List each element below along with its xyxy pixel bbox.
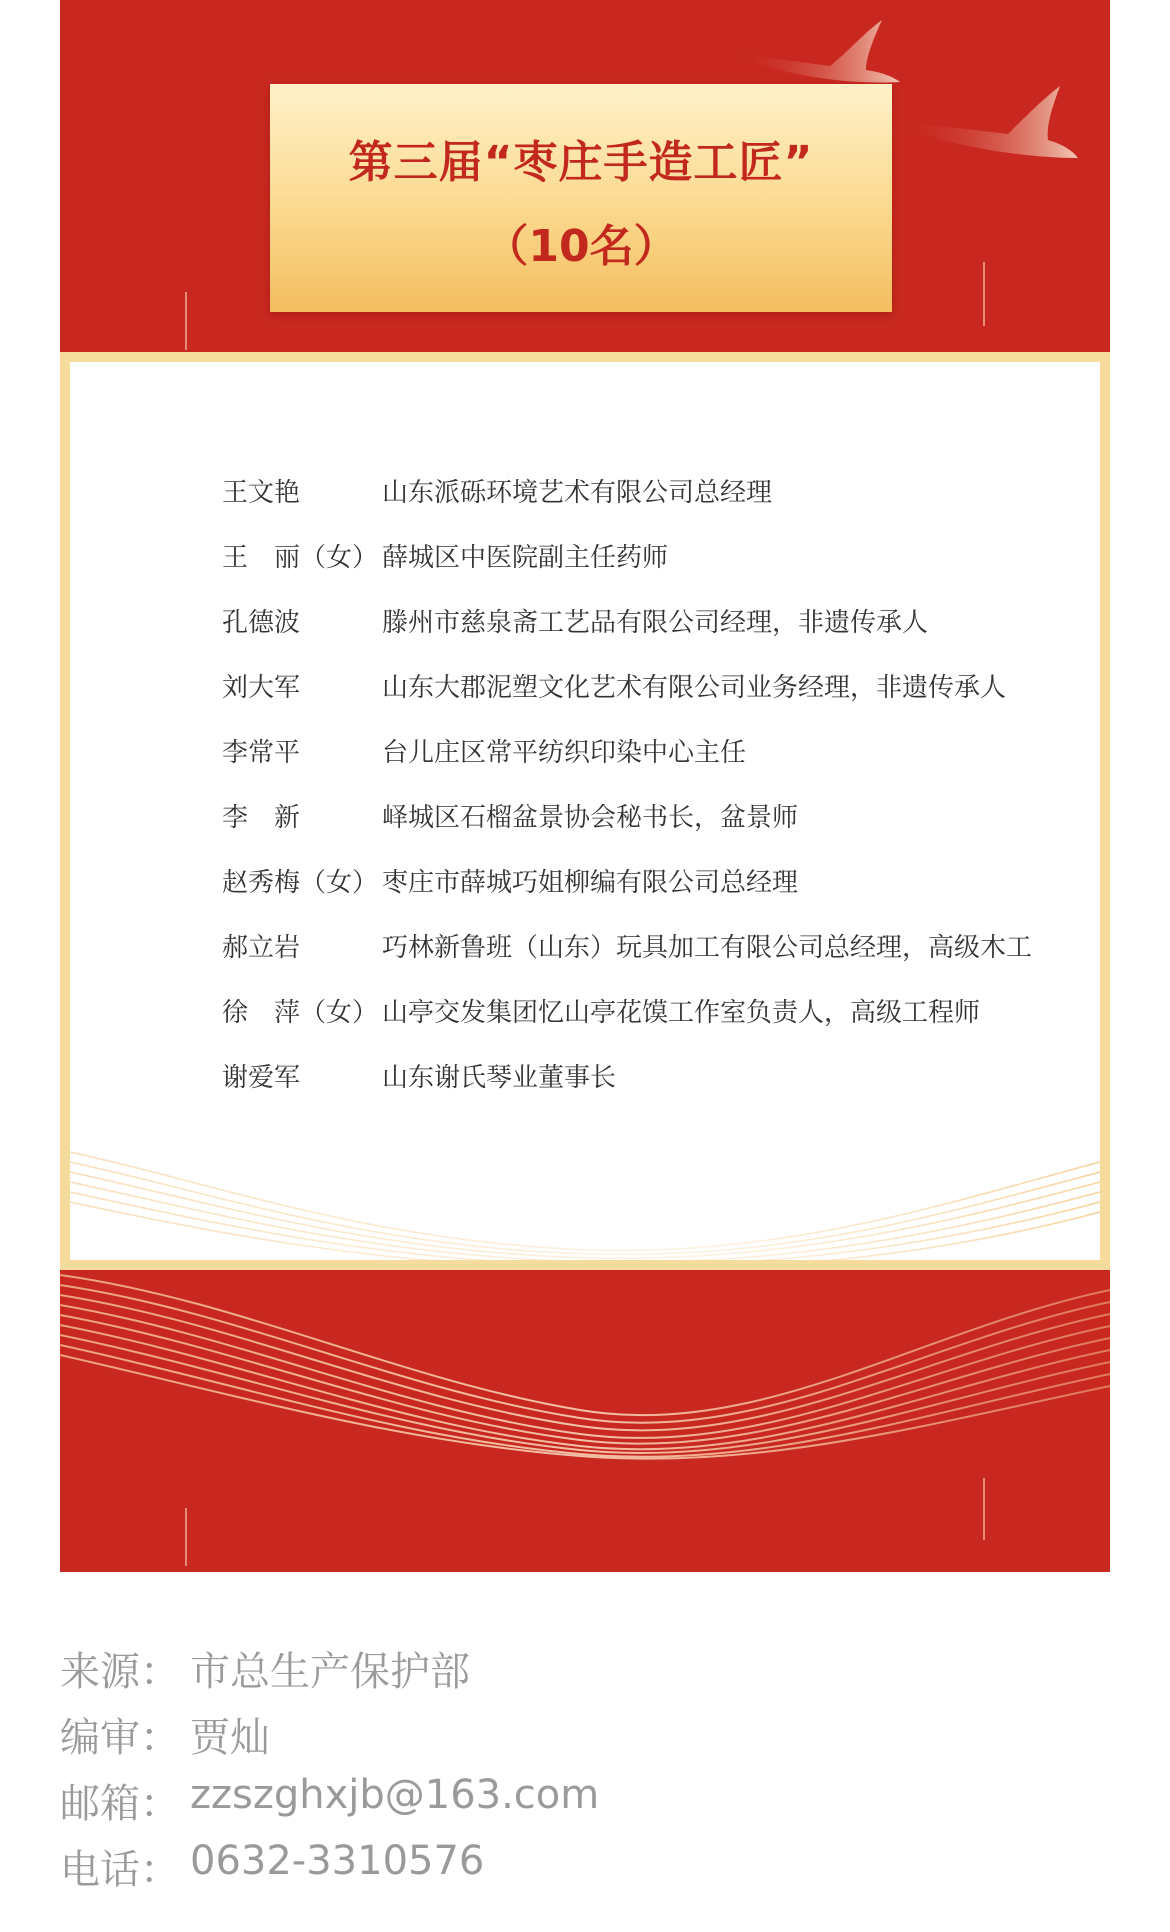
footer-label: 邮箱： <box>60 1781 180 1827</box>
phone-link[interactable]: 0632-3310576 <box>190 1838 485 1884</box>
page-subtitle-count: （10名） <box>484 221 678 272</box>
honoree-name: 赵秀梅（女） <box>222 868 379 898</box>
honoree-name: 刘大军 <box>222 673 301 703</box>
dove-icon <box>898 86 1078 158</box>
footer-label: 电话： <box>60 1847 180 1893</box>
honoree-title: 峄城区石榴盆景协会秘书长，盆景师 <box>382 803 799 833</box>
list-item <box>70 862 1100 902</box>
poster <box>60 0 1110 1572</box>
honoree-title: 薛城区中医院副主任药师 <box>382 543 669 573</box>
list-item <box>70 1057 1100 1097</box>
page-title: 第三届“枣庄手造工匠” <box>348 137 814 188</box>
title-banner <box>270 84 892 312</box>
honoree-name: 谢爱军 <box>222 1063 301 1093</box>
honoree-title: 山东大郡泥塑文化艺术有限公司业务经理，非遗传承人 <box>382 673 1007 703</box>
email-link[interactable]: zzszghxjb@163.com <box>190 1772 600 1818</box>
footer-label: 来源： <box>60 1649 180 1695</box>
honoree-name: 郝立岩 <box>222 933 301 963</box>
honoree-title: 巧林新鲁班（山东）玩具加工有限公司总经理，高级木工 <box>382 933 1033 963</box>
list-frame <box>60 352 1110 1270</box>
wave-decoration <box>60 1275 1110 1459</box>
honoree-title: 滕州市慈泉斋工艺品有限公司经理，非遗传承人 <box>382 608 929 638</box>
honoree-title: 台儿庄区常平纺织印染中心主任 <box>382 738 747 768</box>
honoree-name: 李 新 <box>222 803 301 833</box>
honoree-title: 枣庄市薛城巧姐柳编有限公司总经理 <box>382 868 799 898</box>
honoree-title: 山亭交发集团忆山亭花馍工作室负责人，高级工程师 <box>382 998 981 1028</box>
honoree-name: 王 丽（女） <box>222 543 379 573</box>
list-item <box>70 667 1100 707</box>
footer-label: 编审： <box>60 1715 180 1761</box>
footer-value: 贾灿 <box>190 1715 270 1761</box>
honoree-title: 山东派砾环境艺术有限公司总经理 <box>382 478 773 508</box>
dove-icon <box>732 20 900 83</box>
list-item <box>70 472 1100 512</box>
list-item <box>70 602 1100 642</box>
list-item <box>70 797 1100 837</box>
list-item <box>70 992 1100 1032</box>
list-item <box>70 537 1100 577</box>
list-item <box>70 732 1100 772</box>
list-card <box>70 362 1100 1260</box>
honoree-name: 李常平 <box>222 738 301 768</box>
honoree-title: 山东谢氏琴业董事长 <box>382 1063 617 1093</box>
honoree-name: 王文艳 <box>222 478 301 508</box>
honoree-name: 徐 萍（女） <box>222 998 379 1028</box>
footer-value: 市总生产保护部 <box>190 1649 470 1695</box>
list-item <box>70 927 1100 967</box>
honoree-name: 孔德波 <box>222 608 301 638</box>
